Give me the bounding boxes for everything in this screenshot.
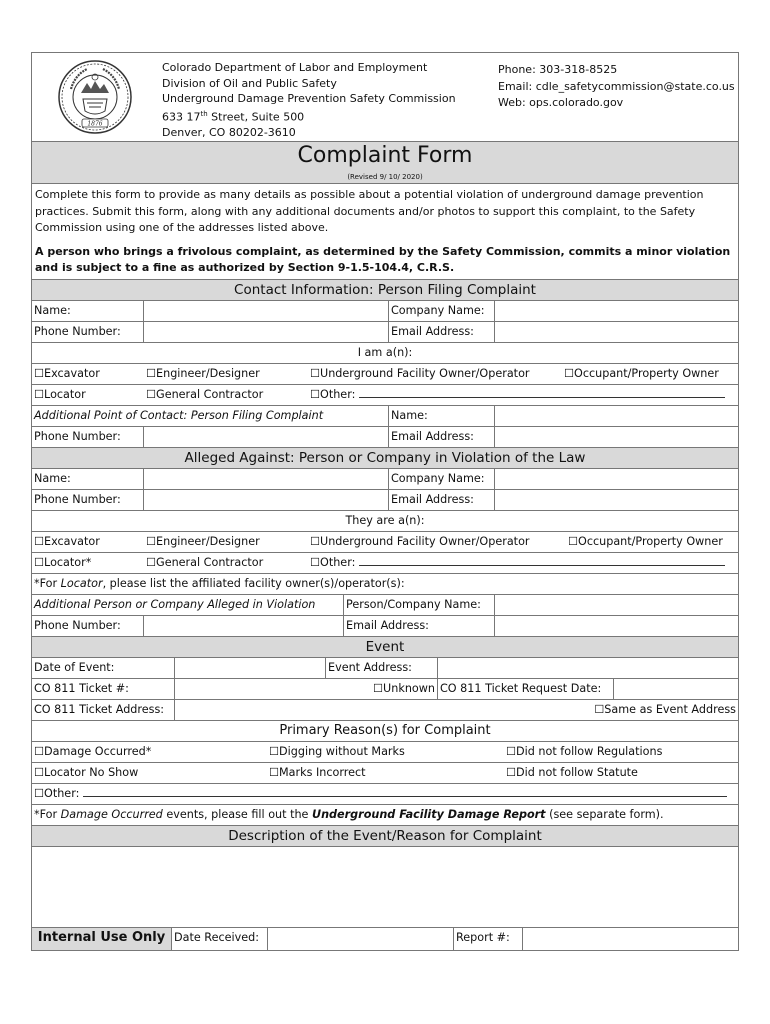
alleged-role-row-2 — [32, 553, 738, 574]
alleged-add-name-field[interactable] — [495, 595, 738, 615]
agency-email[interactable]: Email: cdle_safetycommission@state.co.us — [498, 79, 735, 93]
checkbox-engineer[interactable]: ☐Engineer/Designer — [146, 366, 260, 380]
instructions — [32, 184, 738, 280]
checkbox-excavator[interactable]: ☐Excavator — [34, 366, 100, 380]
revised-date: (Revised 9/ 10/ 2020) — [347, 173, 423, 181]
label-event-address: Event Address: — [326, 658, 438, 678]
alleged-additional-row — [32, 595, 738, 616]
alleged-phone-field[interactable] — [144, 490, 389, 510]
checkbox-locator[interactable]: ☐Locator — [34, 387, 86, 401]
event-date-row — [32, 658, 738, 679]
reasons-row-2 — [32, 763, 738, 784]
alleged-role-row-1 — [32, 532, 738, 553]
section-event: Event — [32, 637, 738, 658]
contact-role-row-1 — [32, 364, 738, 385]
checkbox-locator[interactable]: ☐Locator* — [34, 555, 92, 569]
they-label: They are a(n): — [345, 513, 425, 527]
report-number-field[interactable] — [523, 928, 738, 950]
contact-add-phone-row — [32, 427, 738, 448]
checkbox-locator-no-show[interactable]: ☐Locator No Show — [34, 765, 139, 779]
label-person-company: Person/Company Name: — [344, 595, 495, 615]
checkbox-occupant[interactable]: ☐Occupant/Property Owner — [568, 534, 723, 548]
add-email-field[interactable] — [495, 427, 738, 447]
label-add-name: Name: — [389, 406, 495, 426]
checkbox-other[interactable]: ☐Other: — [310, 385, 725, 405]
they-row — [32, 511, 738, 532]
agency-web[interactable]: Web: ops.colorado.gov — [498, 96, 624, 109]
section-reasons: Primary Reason(s) for Complaint — [32, 721, 738, 742]
other-line[interactable] — [359, 386, 725, 398]
label-ticket-date: CO 811 Ticket Request Date: — [438, 679, 614, 699]
checkbox-unknown[interactable]: ☐Unknown — [175, 679, 438, 699]
contact-role-row-2 — [32, 385, 738, 406]
alleged-name-field[interactable] — [144, 469, 389, 489]
additional-contact-label: Additional Point of Contact: Person Filing Complaint — [32, 406, 389, 426]
label-add-email: Email Address: — [389, 427, 495, 447]
checkbox-general-contractor[interactable]: ☐General Contractor — [146, 555, 264, 569]
page-title: Complaint Form — [297, 143, 473, 168]
checkbox-other[interactable]: ☐Other: — [310, 553, 725, 573]
section-alleged: Alleged Against: Person or Company in Violation of the Law — [32, 448, 738, 469]
agency-line: Division of Oil and Public Safety — [162, 76, 337, 90]
state-seal-icon — [57, 59, 133, 135]
checkbox-digging-without-marks[interactable]: ☐Digging without Marks — [269, 744, 405, 758]
label-company: Company Name: — [389, 301, 495, 321]
label-email: Email Address: — [389, 490, 495, 510]
alleged-company-field[interactable] — [495, 469, 738, 489]
checkbox-excavator[interactable]: ☐Excavator — [34, 534, 100, 548]
label-add-email: Email Address: — [344, 616, 495, 636]
additional-alleged-label: Additional Person or Company Alleged in Violation — [32, 595, 344, 615]
date-received-field[interactable] — [268, 928, 454, 950]
checkbox-occupant[interactable]: ☐Occupant/Property Owner — [564, 366, 719, 380]
ticket-date-field[interactable] — [614, 679, 738, 699]
checkbox-facility-owner[interactable]: ☐Underground Facility Owner/Operator — [310, 366, 530, 380]
section-description: Description of the Event/Reason for Complaint — [32, 826, 738, 847]
contact-company-field[interactable] — [495, 301, 738, 321]
ticket-row — [32, 679, 738, 700]
checkbox-engineer[interactable]: ☐Engineer/Designer — [146, 534, 260, 548]
other-line[interactable] — [359, 554, 725, 566]
contact-phone-row — [32, 322, 738, 343]
alleged-add-email-field[interactable] — [495, 616, 738, 636]
label-date-of-event: Date of Event: — [32, 658, 175, 678]
label-name: Name: — [32, 469, 144, 489]
label-ticket: CO 811 Ticket #: — [32, 679, 175, 699]
checkbox-other[interactable]: ☐Other: — [34, 784, 727, 804]
title-band — [32, 142, 738, 184]
internal-use-row — [32, 928, 738, 950]
internal-use-label: Internal Use Only — [32, 928, 172, 950]
label-phone: Phone Number: — [32, 322, 144, 342]
alleged-add-phone-row — [32, 616, 738, 637]
seal-year: 1876 — [87, 120, 103, 128]
agency-line: Colorado Department of Labor and Employment — [162, 61, 428, 74]
checkbox-same-address[interactable]: ☐Same as Event Address — [594, 702, 736, 716]
contact-email-field[interactable] — [495, 322, 738, 342]
checkbox-general-contractor[interactable]: ☐General Contractor — [146, 387, 264, 401]
complaint-form — [31, 52, 739, 951]
alleged-phone-row — [32, 490, 738, 511]
contact-name-field[interactable] — [144, 301, 389, 321]
alleged-email-field[interactable] — [495, 490, 738, 510]
label-ticket-address: CO 811 Ticket Address: — [32, 700, 175, 720]
agency-contact — [498, 62, 735, 112]
reasons-row-1 — [32, 742, 738, 763]
label-name: Name: — [32, 301, 144, 321]
alleged-name-row — [32, 469, 738, 490]
other-line[interactable] — [83, 785, 727, 797]
letterhead — [32, 53, 738, 142]
label-company: Company Name: — [389, 469, 495, 489]
damage-note-row — [32, 805, 738, 826]
iam-label: I am a(n): — [357, 345, 413, 359]
alleged-add-phone-field[interactable] — [144, 616, 344, 636]
event-date-field[interactable] — [175, 658, 326, 678]
label-date-received: Date Received: — [172, 928, 268, 950]
checkbox-damage-occurred[interactable]: ☐Damage Occurred* — [34, 744, 152, 758]
checkbox-marks-incorrect[interactable]: ☐Marks Incorrect — [269, 765, 366, 779]
label-report-number: Report #: — [454, 928, 523, 950]
add-name-field[interactable] — [495, 406, 738, 426]
label-phone: Phone Number: — [32, 490, 144, 510]
agency-address — [162, 60, 456, 140]
event-address-field[interactable] — [438, 658, 738, 678]
description-field[interactable] — [32, 847, 738, 928]
locator-note-row — [32, 574, 738, 595]
label-add-phone: Phone Number: — [32, 427, 144, 447]
street-address: 633 17th Street, Suite 500 — [162, 109, 305, 124]
section-contact: Contact Information: Person Filing Complaint — [32, 280, 738, 301]
frivolous-warning: A person who brings a frivolous complaint, as determined by the Safety Commission, commits a minor violation and is subject to a fine as authorized by Section 9-1.5-104.4, C.R.S. — [35, 244, 731, 274]
damage-report-note: *For Damage Occurred events, please fill out the Underground Facility Damage Report (see separate form). — [34, 807, 664, 821]
agency-phone: Phone: 303-318-8525 — [498, 63, 618, 76]
locator-note: *For Locator, please list the affiliated facility owner(s)/operator(s): — [34, 576, 405, 590]
contact-name-row — [32, 301, 738, 322]
contact-additional-row — [32, 406, 738, 427]
agency-line: Underground Damage Prevention Safety Commission — [162, 92, 456, 105]
checkbox-facility-owner[interactable]: ☐Underground Facility Owner/Operator — [310, 534, 530, 548]
checkbox-regulations[interactable]: ☐Did not follow Regulations — [506, 744, 663, 758]
ticket-address-row — [32, 700, 738, 721]
city-address: Denver, CO 80202-3610 — [162, 125, 296, 139]
reasons-row-3 — [32, 784, 738, 805]
checkbox-statute[interactable]: ☐Did not follow Statute — [506, 765, 638, 779]
label-add-phone: Phone Number: — [32, 616, 144, 636]
intro-text: Complete this form to provide as many details as possible about a potential violation of underground damage prevention practices. Submit this form, along with any additional documents and/or photos to support this complaint, to the Safety Commission using one of the addresses listed above. — [35, 188, 704, 234]
contact-phone-field[interactable] — [144, 322, 389, 342]
label-email: Email Address: — [389, 322, 495, 342]
add-phone-field[interactable] — [144, 427, 389, 447]
iam-row — [32, 343, 738, 364]
